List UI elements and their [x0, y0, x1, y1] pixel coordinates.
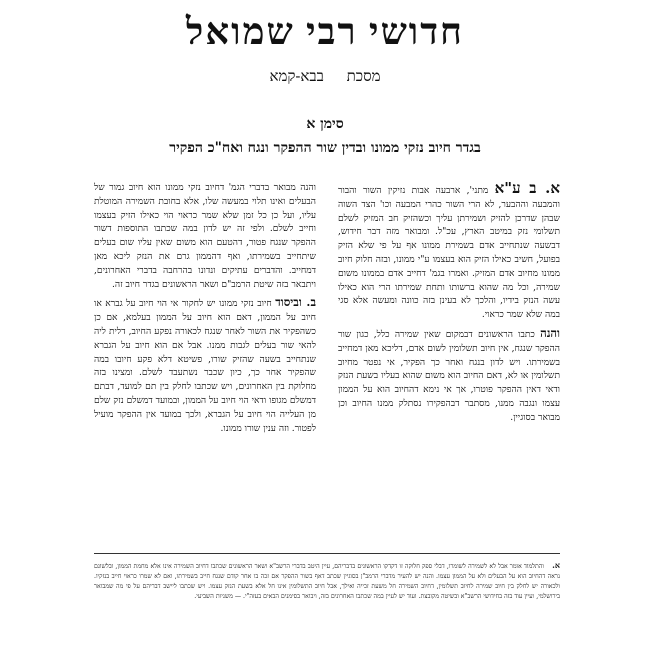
- right-column: [338, 182, 560, 540]
- footnote-text: והתלמוד אומר אבל לא לשמירה לשומרו, דבלי ספק חלוקה זו דקדקו הראשונים בדבריהם, עיין היטב בדברי הרשב"א ושאר הראשונים שכתבו דחיוב השמירה אינו אלא מחמת הממון, ובלשונם נראה דהחיוב הוא על הבעלים ולא על הממון עצמו. והנה יש להעיר מדברי הרמב"ן בסוגיין שכתב דאף בשור ההפקר אם זכה בו אחר קודם שנגח חייב בשמירתו, ואם לא שמרו כראוי חייב בנזקיו. ולכאורה יש לחלק בין חיוב שמירה לחיוב תשלומין, דחיוב השמירה חל משעת זכייה ואילך, אבל חיוב התשלומין אינו חל אלא בשעת הנזק עצמו. ויש שכתבו ליישב דבריהם על פי מה שמבואר בירושלמי, ועיין עוד בזה בחידושי הרשב"א ובשיטה מקובצת. ועוד יש לעיין במה שכתבו האחרונים בזה, ויבואר בסימנים הבאים בעזה"י. — משניות השביעי.: [94, 563, 560, 600]
- right-paragraph-1: [338, 182, 560, 323]
- paragraph-lead: ב. וביסוד: [275, 295, 316, 310]
- paragraph-text: כתבו הראשונים דבמקום שאין שמירה כלל, כגון שור ההפקר שנגח, אין חיוב תשלומין לשום אדם, דליכא מאן דמחייב בשמירתו. ויש לדון בנגח ואחר כך הפקיר, אי נפטר מחיוב תשלומין או לא, דאם החיוב הוא משום שהוא בעליו בשעת הנזק ודאי דאין ההפקר פוטרו, אך אי נימא דהחיוב הוא על הממון עצמו ונגבה ממנו, מסתבר דבהפקירו נסתלק ממנו החיוב וכן מבואר בסוגיין.: [338, 329, 560, 423]
- book-title: חדושי רבי שמואל: [186, 12, 464, 53]
- right-paragraph-2: [338, 327, 560, 426]
- left-paragraph-1: [94, 182, 316, 292]
- tractate-name: מסכת בבא-קמא: [269, 67, 381, 85]
- section-subject: בגדר חיוב נזקי ממונו ובדין שור ההפקר ונגח ואח"כ הפקיר: [169, 140, 481, 156]
- paragraph-lead: והנה: [540, 325, 560, 340]
- body-columns: [94, 182, 560, 540]
- paragraph-text: חיוב נזקי ממונו יש לחקור אי הוי חיוב על גברא או חיוב על הממון, דאם הוא חיוב על הממון בעלמא, אם כן כשהפקיר את השור לאחר שנגח לכאורה נפקע החיוב, דלית ליה להאי שור בעלים לגבות ממנו. אבל אם הוא חיוב על הגברא שנתחייב בשעה שהזיק שורו, פשיטא דלא פקע חיובו במה שהפקיר אחר כך, כיון שכבר נשתעבד לשלם. ומצינו בזה מחלוקת בין האחרונים, ויש שכתבו לחלק בין תם למועד, דבתם דמשלם מגופו ודאי הוי חיוב על הממון, ובמועד דמשלם נזק שלם מן העלייה הוי חיוב על הגברא, ולכך במועד אין ההפקר מועיל לפטור. וזה ענין שורו ממונו.: [94, 299, 316, 434]
- footnote-divider: [94, 553, 560, 554]
- left-column: [94, 182, 316, 540]
- section-heading: סימן א: [306, 116, 344, 132]
- left-paragraph-2: [94, 296, 316, 436]
- footnote-marker: א.: [552, 560, 560, 570]
- paragraph-text: מתני', ארבעה אבות נזיקין השור והבור והמבעה וההבער, לא הרי השור כהרי המבעה וכו' הצד השוה שבהן שדרכן להזיק ושמירתן עליך וכשהזיק חב המזיק לשלם תשלומי נזק במיטב הארץ, עכ"ל. ומבואר מזה דבר חידוש, דבשעה שנתחייב אדם בשמירת ממונו אף על פי שלא הזיק בפועל, חשיב כאילו הזיק הוא בעצמו ע"י ממונו, ובזה חלוק חיוב ממונו מחיוב אדם המזיק. ואמרו בגמ' דחייב אדם בממונו משום שמירה, וכל מה שהוא ברשותו ותחת שמירתו הרי הוא כאילו עשה הנזק בידיו, והלכך לא בעינן בזה כוונה ומעשה אלא סגי במה שלא שמר כראוי.: [338, 186, 560, 321]
- paragraph-lead: א. ב ע"א: [494, 182, 560, 197]
- paragraph-text: והנה מבואר בדברי הגמ' דחיוב נזקי ממונו הוא חיוב גמור של הבעלים ואינו תלוי במעשה שלו, אלא בחובת השמירה המוטלת עליו, ועל כן כל זמן שלא שמר כראוי הוי כאילו הזיק בעצמו וחייב לשלם. ולפי זה יש לדון במה שכתבו התוספות דשור ההפקר שנגח פטור, דהטעם הוא משום שאין עליו שום בעלים שיתחייב בשמירתו, ואף דהממון גרם את הנזק ליכא מאן דמחייב. והדברים עתיקים ונדונו בהרחבה בדברי האחרונים, ויתבאר בזה שיטת הרמב"ם ושאר הראשונים בגדר חיוב זה.: [94, 183, 316, 290]
- footnote: [94, 560, 560, 644]
